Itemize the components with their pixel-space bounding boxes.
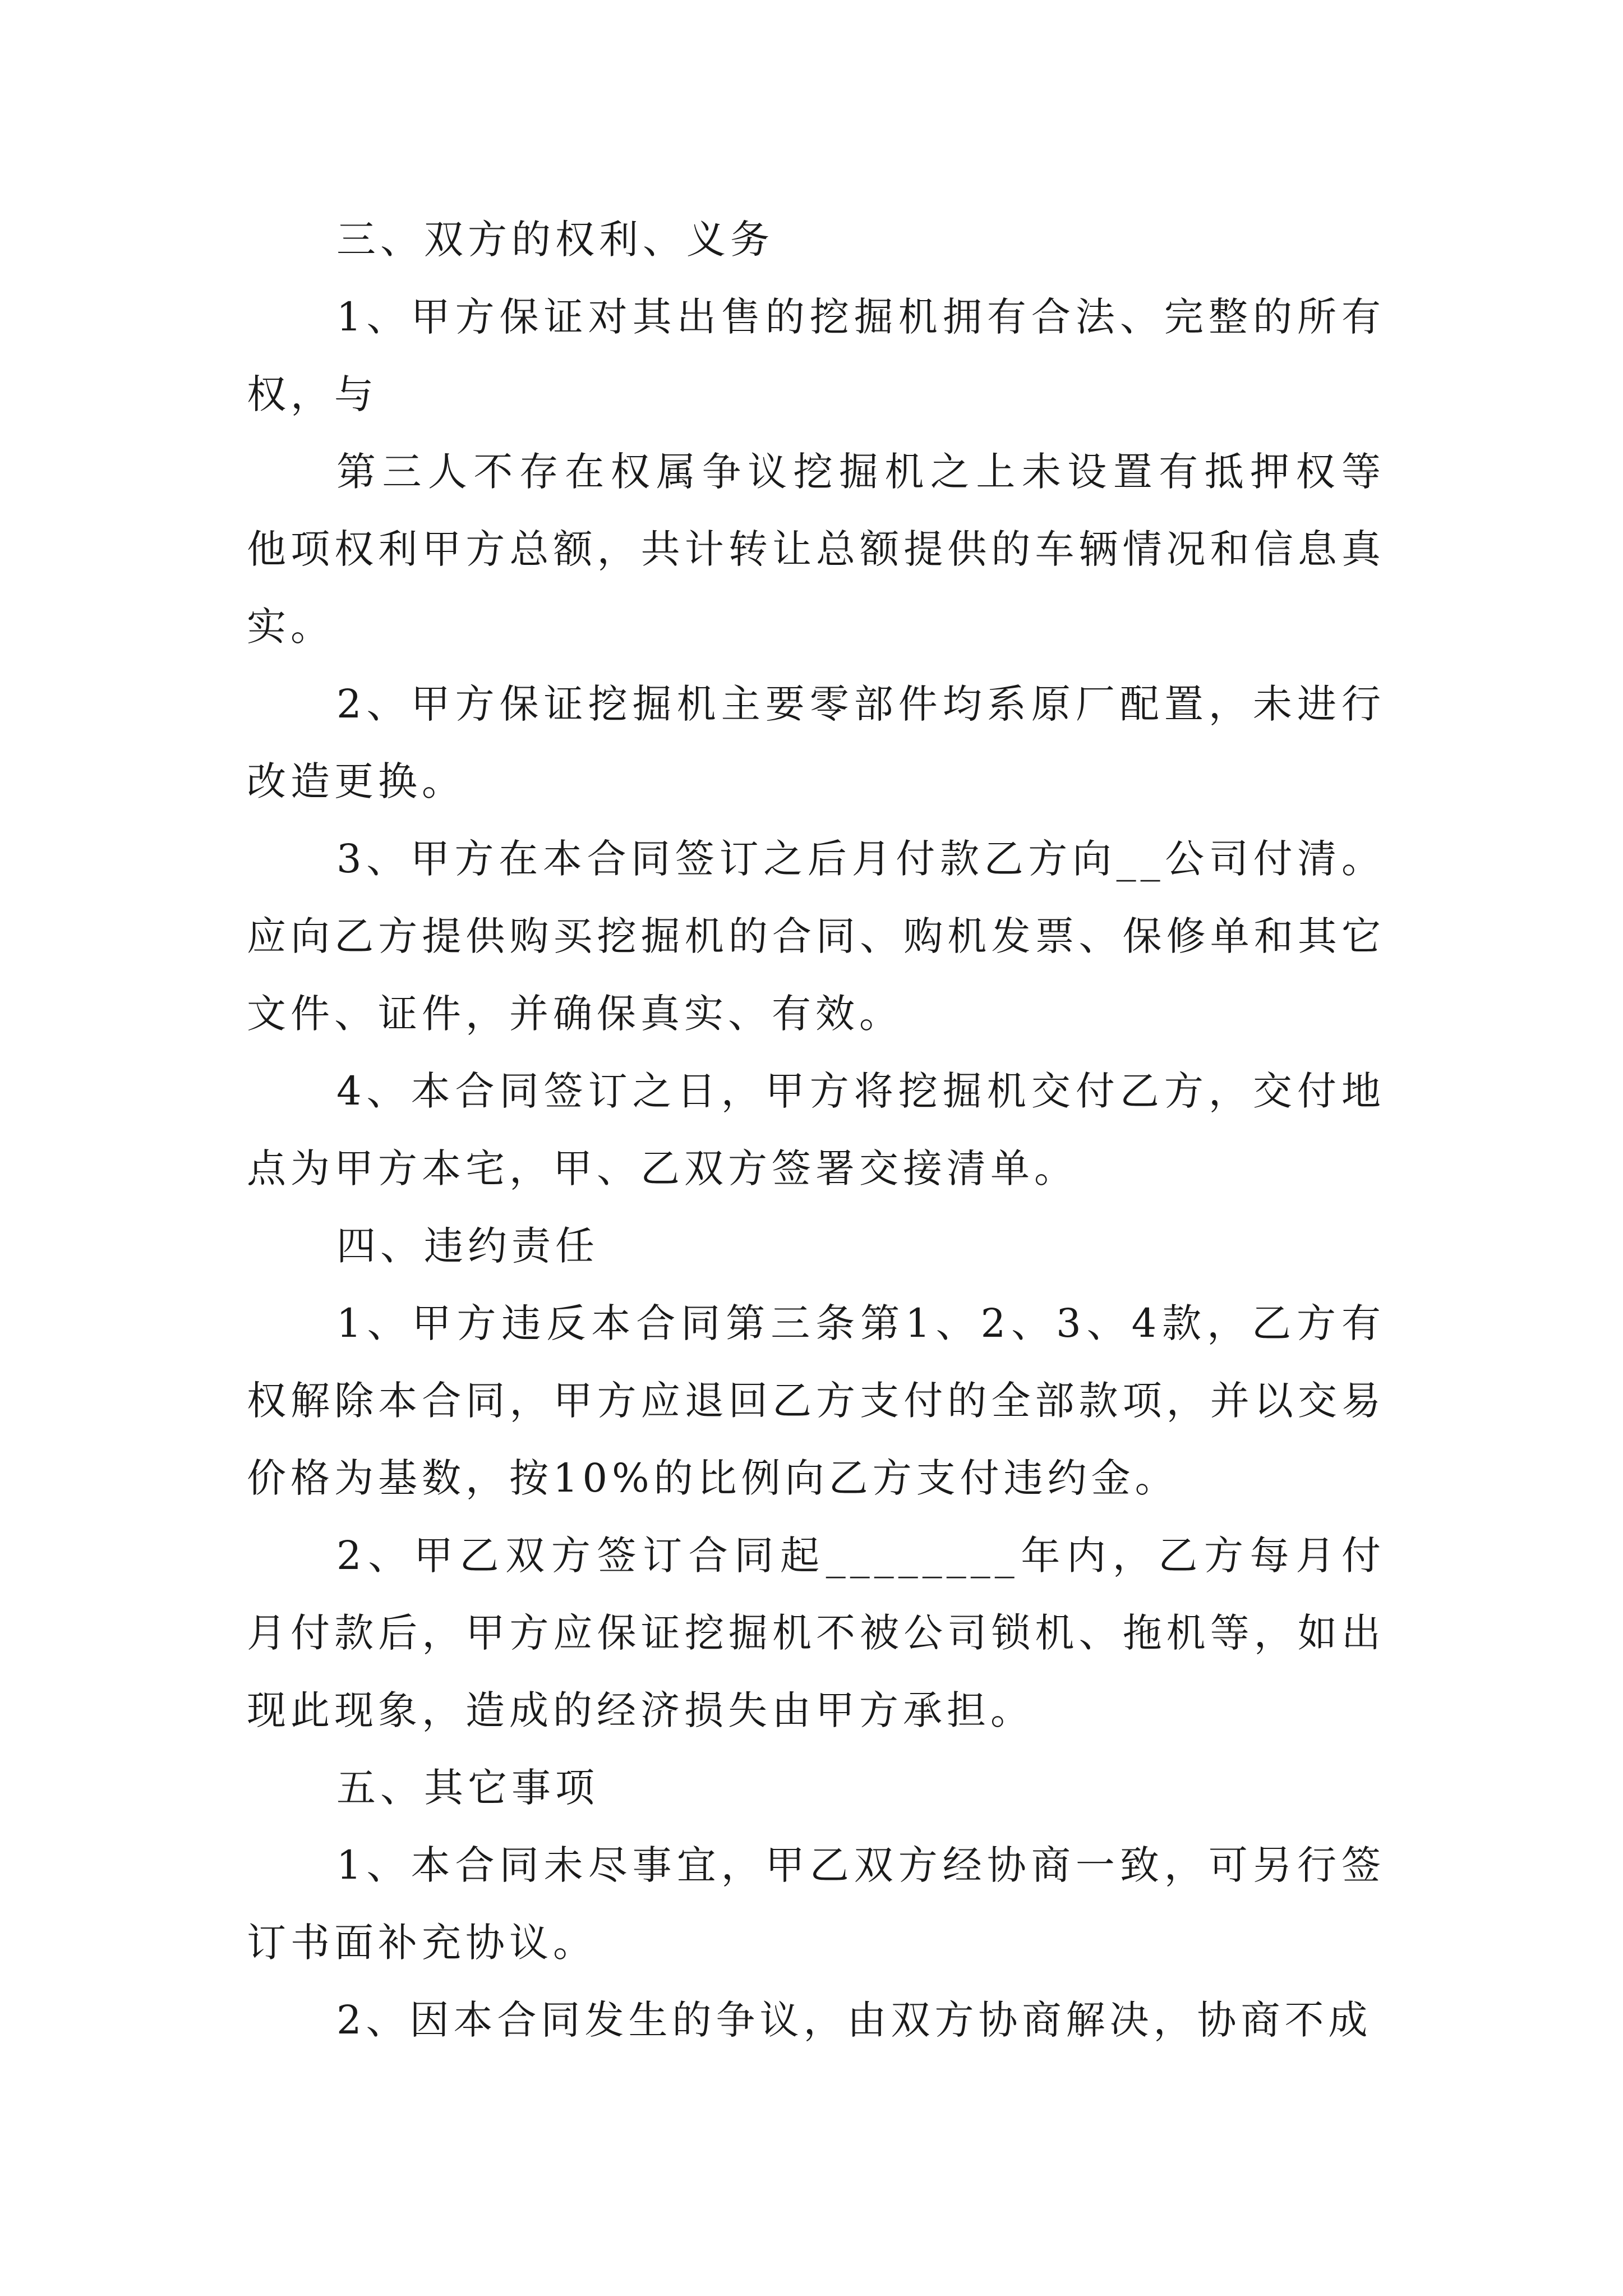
clause-3-1-continued: 第三人不存在权属争议挖掘机之上未设置有抵押权等他项权利甲方总额，共计转让总额提供的车辆情况和信息真实。: [247, 449, 1385, 650]
section-heading-breach-liability: 四、违约责任: [336, 1223, 599, 1269]
clause-5-1-supplementary-agreement: 1、本合同未尽事宜，甲乙双方经协商一致，可另行签订书面补充协议。: [247, 1842, 1385, 1966]
section-heading-other-matters: 五、其它事项: [336, 1765, 599, 1811]
clause-5-2-dispute-resolution: 2、因本合同发生的争议，由双方协商解决，协商不成: [336, 1997, 1372, 2043]
clause-3-2-original-parts: 2、甲方保证挖掘机主要零部件均系原厂配置，未进行改造更换。: [247, 681, 1385, 804]
section-heading-rights-obligations: 三、双方的权利、义务: [336, 217, 774, 263]
clause-3-3-payment-documents: 3、甲方在本合同签订之后月付款乙方向__公司付清。应向乙方提供购买挖掘机的合同、购机发票、保修单和其它文件、证件，并确保真实、有效。: [247, 836, 1385, 1037]
clause-3-1-ownership: 1、甲方保证对其出售的挖掘机拥有合法、完整的所有权，与: [247, 294, 1385, 417]
clause-4-2-machine-lock: 2、甲乙双方签订合同起________年内，乙方每月付月付款后，甲方应保证挖掘机不被公司锁机、拖机等，如出现此现象，造成的经济损失由甲方承担。: [247, 1533, 1385, 1733]
document-body: [247, 201, 1385, 2059]
clause-3-4-delivery: 4、本合同签订之日，甲方将挖掘机交付乙方，交付地点为甲方本宅，甲、乙双方签署交接清单。: [247, 1068, 1385, 1191]
clause-4-1-termination: 1、甲方违反本合同第三条第1、2、3、4款，乙方有权解除本合同，甲方应退回乙方支付的全部款项，并以交易价格为基数，按10%的比例向乙方支付违约金。: [247, 1300, 1385, 1501]
